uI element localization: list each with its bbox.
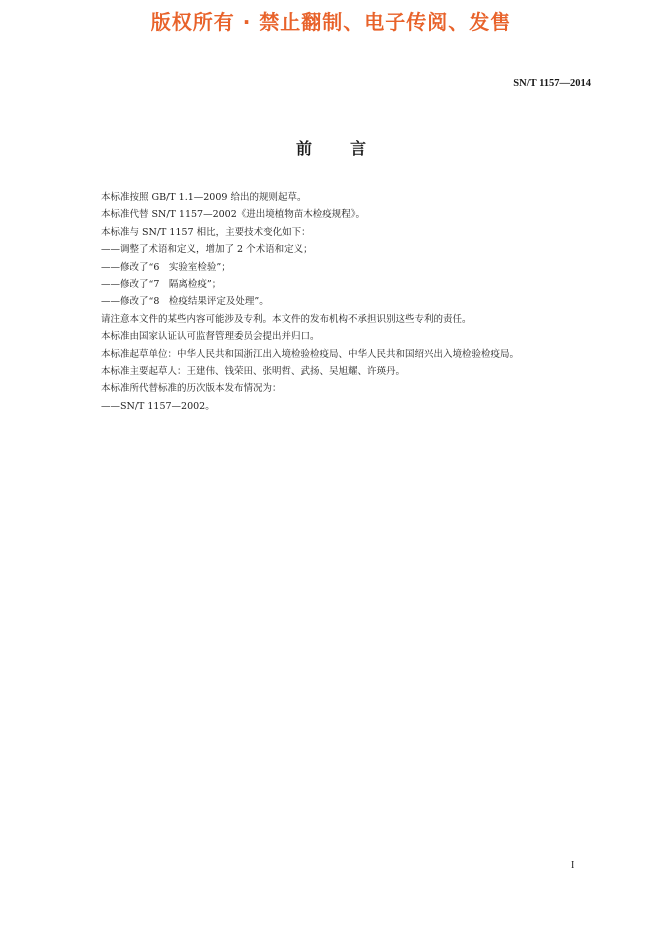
paragraph: 本标准与 SN/T 1157 相比，主要技术变化如下： — [101, 226, 311, 238]
list-item: ——修改了“6 实验室检验”； — [101, 261, 231, 273]
body-text — [80, 189, 591, 415]
paragraph: 本标准按照 GB/T 1.1—2009 给出的规则起草。 — [101, 192, 307, 203]
list-item: ——SN/T 1157—2002。 — [101, 400, 215, 412]
list-item: ——修改了“7 隔离检疫”； — [101, 279, 222, 291]
paragraph: 本标准由国家认证认可监督管理委员会提出并归口。 — [101, 331, 320, 343]
paragraph: 本标准起草单位：中华人民共和国浙江出入境检验检疫局、中华人民共和国绍兴出入境检验检疫局。 — [101, 348, 520, 360]
list-item: ——修改了“8 检疫结果评定及处理”。 — [101, 296, 269, 308]
page-number: I — [571, 860, 575, 871]
paragraph: 请注意本文件的某些内容可能涉及专利。本文件的发布机构不承担识别这些专利的责任。 — [101, 313, 472, 325]
paragraph: 本标准所代替标准的历次版本发布情况为： — [101, 383, 282, 395]
paragraph: 本标准代替 SN/T 1157—2002《进出境植物苗木检疫规程》。 — [101, 209, 366, 221]
document-code: SN/T 1157—2014 — [513, 78, 591, 89]
watermark-banner: 版权所有 · 禁止翻制、电子传阅、发售 — [150, 10, 512, 34]
page-title: 前言 — [295, 139, 404, 158]
paragraph: 本标准主要起草人：王建伟、钱荣田、张明哲、武扬、吴旭耀、许瑛丹。 — [101, 366, 406, 378]
list-item: ——调整了术语和定义，增加了 2 个术语和定义； — [101, 244, 313, 256]
